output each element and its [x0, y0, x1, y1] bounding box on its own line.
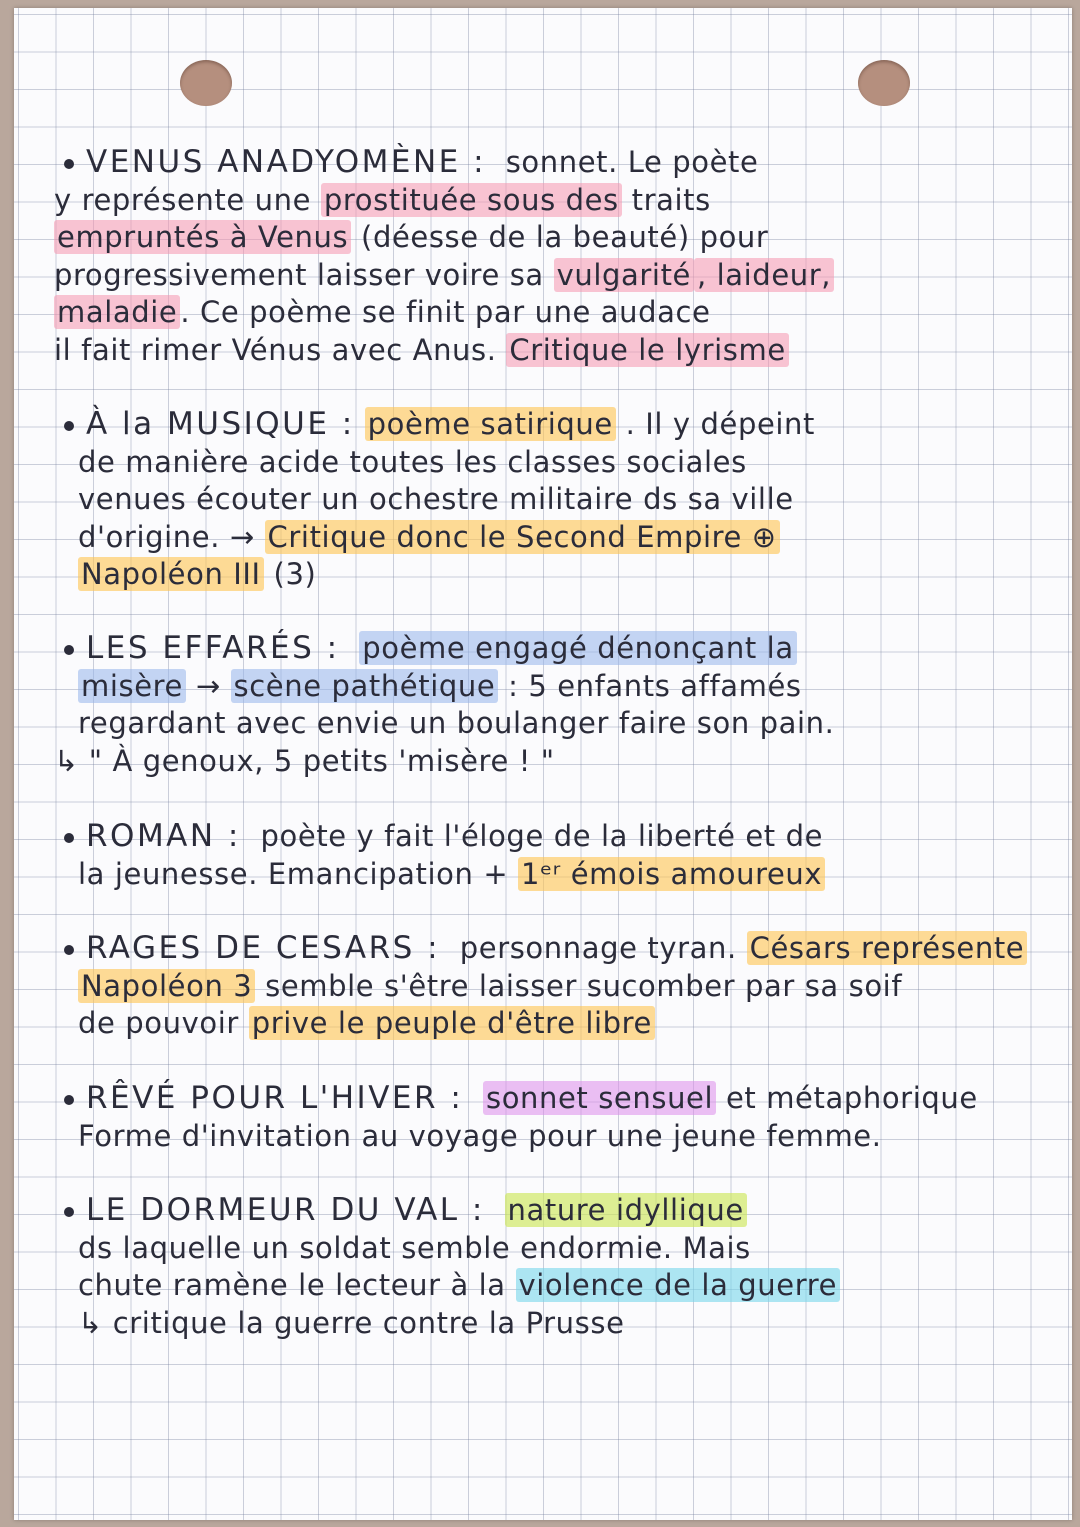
highlight-cyan: violence de la guerre — [516, 1268, 841, 1302]
highlight-purple: sonnet sensuel — [483, 1081, 716, 1115]
note-text: de manière acide toutes les classes sociales — [78, 444, 747, 479]
note-text: regardant avec envie un boulanger faire son pain. — [78, 706, 835, 740]
note-title: LE DORMEUR DU VAL : — [86, 1192, 485, 1228]
bullet-dot — [64, 1095, 74, 1105]
highlight-orange: Critique donc le Second Empire ⊕ — [265, 520, 780, 554]
note-text: : 5 enfants affamés — [498, 668, 802, 703]
highlight-blue: poème engagé dénonçant la — [359, 631, 796, 665]
note-text: de pouvoir — [78, 1006, 249, 1040]
note-title: RAGES DE CESARS : — [86, 930, 441, 966]
bullet-dot — [64, 1207, 74, 1217]
note-le-dormeur-du-val — [54, 1192, 1074, 1342]
note-line — [54, 743, 1074, 781]
note-text: semble s'être laisser sucomber par sa soif — [255, 968, 903, 1003]
note-line — [54, 144, 1074, 182]
note-title: RÊVÉ POUR L'HIVER : — [86, 1080, 464, 1116]
highlight-pink: , laideur, — [694, 258, 834, 292]
bullet-dot — [64, 645, 74, 655]
note-line — [54, 1118, 1074, 1156]
note-line — [54, 1230, 1074, 1268]
note-line — [54, 1192, 1074, 1230]
note-line — [54, 519, 1074, 557]
note-title: LES EFFARÉS : — [86, 630, 340, 666]
note-roman — [54, 818, 1074, 893]
highlight-orange: Césars représente — [747, 931, 1028, 965]
note-line — [54, 219, 1074, 257]
note-line — [54, 332, 1074, 370]
note-title: ROMAN : — [86, 818, 241, 854]
bullet-dot — [64, 159, 74, 169]
highlight-pink: prostituée sous des — [321, 183, 622, 217]
note-line — [54, 294, 1074, 332]
bullet-dot — [64, 945, 74, 955]
note-line — [54, 481, 1074, 519]
highlight-orange: prive le peuple d'être libre — [249, 1006, 655, 1040]
bullet-dot — [64, 421, 74, 431]
note-les-effares — [54, 630, 1074, 780]
note-text: ↳ " À genoux, 5 petits 'misère ! " — [54, 743, 555, 778]
note-line — [54, 444, 1074, 482]
binder-hole-right — [858, 60, 910, 106]
note-text: (3) — [263, 557, 317, 591]
note-line — [54, 1005, 1074, 1043]
note-line — [54, 182, 1074, 220]
note-text: ↳ critique la guerre contre la Prusse — [78, 1305, 625, 1340]
note-text: → — [186, 668, 231, 703]
note-line — [54, 856, 1074, 894]
note-reve-pour-l-hiver — [54, 1080, 1074, 1155]
bullet-dot — [64, 833, 74, 843]
note-line — [54, 818, 1074, 856]
note-venus-anadyomene — [54, 144, 1074, 369]
note-line — [54, 630, 1074, 668]
notebook-page — [14, 8, 1072, 1520]
note-line — [54, 556, 1074, 594]
highlight-blue: scène pathétique — [231, 669, 499, 703]
note-text: Forme d'invitation au voyage pour une jeune femme. — [78, 1118, 882, 1153]
note-line — [54, 705, 1074, 743]
note-text: il fait rimer Vénus avec Anus. — [54, 332, 507, 367]
note-line — [54, 257, 1074, 295]
highlight-pink: Critique le lyrisme — [506, 333, 788, 367]
note-line — [54, 406, 1074, 444]
note-text: (déesse de la beauté) pour — [351, 220, 769, 254]
note-line — [54, 930, 1074, 968]
highlight-pink: vulgarité — [554, 258, 694, 292]
highlight-orange: Napoléon 3 — [78, 969, 255, 1003]
note-line — [54, 668, 1074, 706]
note-text: . Ce poème se finit par une audace — [180, 295, 711, 329]
note-text: y représente une — [54, 182, 321, 217]
note-rages-de-cesars — [54, 930, 1074, 1043]
note-line — [54, 1305, 1074, 1343]
note-a-la-musique — [54, 406, 1074, 594]
note-text: et métaphorique — [716, 1081, 978, 1115]
note-line — [54, 968, 1074, 1006]
highlight-pink: maladie — [54, 295, 180, 329]
note-text: progressivement laisser voire sa — [54, 257, 554, 292]
note-text: . Il y dépeint — [615, 407, 815, 441]
highlight-orange: Napoléon III — [78, 557, 264, 591]
highlight-green: nature idyllique — [505, 1193, 747, 1227]
note-text: sonnet. Le poète — [505, 145, 759, 179]
highlight-orange: poème satirique — [365, 407, 616, 441]
note-text: traits — [621, 182, 711, 217]
note-text: d'origine. → — [78, 519, 265, 554]
note-text: chute ramène le lecteur à la — [78, 1268, 516, 1302]
note-text: personnage tyran. — [459, 931, 747, 965]
highlight-blue: misère — [78, 669, 186, 703]
note-line — [54, 1080, 1074, 1118]
note-text: la jeunesse. Emancipation + — [78, 856, 519, 891]
note-line — [54, 1267, 1074, 1305]
note-title: À la MUSIQUE : — [86, 406, 355, 442]
note-text: poète y fait l'éloge de la liberté et de — [260, 819, 824, 853]
note-text: ds laquelle un soldat semble endormie. Mais — [78, 1230, 751, 1265]
highlight-pink: empruntés à Venus — [54, 220, 351, 254]
note-title: VENUS ANADYOMÈNE : — [86, 144, 487, 180]
binder-hole-left — [180, 60, 232, 106]
note-text: venues écouter un ochestre militaire ds sa ville — [78, 482, 794, 516]
highlight-orange: 1ᵉʳ émois amoureux — [518, 857, 825, 891]
